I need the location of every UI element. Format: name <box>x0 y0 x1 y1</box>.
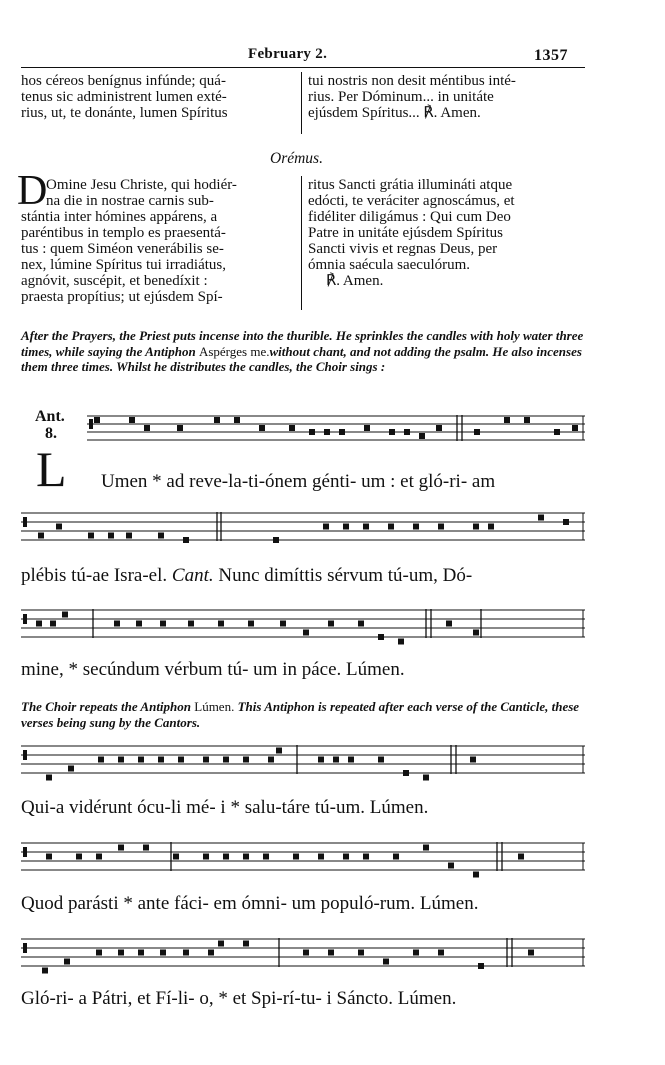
staff-svg <box>21 607 585 647</box>
neume-note <box>126 533 132 539</box>
neume-note <box>243 854 249 860</box>
lyric-text: Nunc dimíttis sérvum tú-um, Dó- <box>213 565 473 586</box>
staff-svg <box>21 936 585 976</box>
neume-note <box>538 515 544 521</box>
clef-mark <box>23 847 27 857</box>
neume-note <box>203 757 209 763</box>
collect-line: ómnia saécula saeculórum. <box>308 257 471 273</box>
clef-mark <box>23 943 27 953</box>
neume-note <box>470 757 476 763</box>
prayer-line: hos céreos benígnus infúnde; quá- <box>21 73 226 89</box>
canticle-label: Cant. <box>171 565 214 586</box>
prayer-line: rius. Per Dóminum... in unitáte <box>308 89 494 105</box>
prayer-line: tenus sic administrent lumen exté- <box>21 89 227 105</box>
neume-note <box>68 766 74 772</box>
prayer-line: ejúsdem Spíritus... ℟. Amen. <box>308 105 481 121</box>
neume-note <box>528 950 534 956</box>
neume-note <box>94 417 100 423</box>
neume-note <box>108 533 114 539</box>
rubric-text: This Antiphon is repeated after each verse of the Canticle, these verses being sung by the Cantors. <box>21 699 580 730</box>
column-divider <box>301 176 302 310</box>
neume-note <box>243 757 249 763</box>
clef-mark <box>23 750 27 760</box>
neume-note <box>138 757 144 763</box>
neume-note <box>303 630 309 636</box>
neume-note <box>343 524 349 530</box>
neume-note <box>183 537 189 543</box>
lyric-line-6: Gló-ri- a Pátri, et Fí-li- o, * et Spi-rí-tu- i Sáncto. Lúmen. <box>21 988 457 1009</box>
collect-line: Sancti vivis et regnas Deus, per <box>308 241 498 257</box>
rubric-antiphon-name: me. <box>250 343 270 359</box>
chant-staff-2 <box>21 510 585 550</box>
neume-note <box>46 775 52 781</box>
neume-note <box>42 968 48 974</box>
neume-note <box>268 757 274 763</box>
collect-line: stántia inter hómines appárens, a <box>21 209 218 225</box>
chant-staff-4 <box>21 743 585 783</box>
neume-note <box>259 425 265 431</box>
neume-note <box>208 950 214 956</box>
neume-note <box>328 621 334 627</box>
neume-note <box>318 854 324 860</box>
neume-note <box>328 950 334 956</box>
neume-note <box>333 757 339 763</box>
collect-line: paréntibus in templo es praesentá- <box>21 225 226 241</box>
lyric-line-2 <box>21 565 472 587</box>
neume-note <box>404 429 410 435</box>
neume-note <box>273 537 279 543</box>
neume-note <box>263 854 269 860</box>
lyric-line-5: Quod parásti * ante fáci- em ómni- um populó-rum. Lúmen. <box>21 893 479 914</box>
prayer-end-left-column <box>21 73 228 121</box>
neume-note <box>473 630 479 636</box>
neume-note <box>488 524 494 530</box>
chant-staff-5 <box>21 840 585 880</box>
clef-mark <box>23 517 27 527</box>
page-number: 1357 <box>534 47 568 64</box>
neume-note <box>324 429 330 435</box>
neume-note <box>234 417 240 423</box>
neume-note <box>36 621 42 627</box>
neume-note <box>403 770 409 776</box>
neume-note <box>96 854 102 860</box>
rubric-repeat-instructions <box>21 699 584 730</box>
antiphon-mode-label <box>35 408 65 442</box>
neume-note <box>56 524 62 530</box>
neume-note <box>243 941 249 947</box>
neume-note <box>178 757 184 763</box>
neume-note <box>363 524 369 530</box>
neume-note <box>446 621 452 627</box>
neume-note <box>438 524 444 530</box>
neume-note <box>393 854 399 860</box>
collect-line: Patre in unitáte ejúsdem Spíritus <box>308 225 503 241</box>
neume-note <box>413 524 419 530</box>
neume-note <box>118 845 124 851</box>
collect-line: fidéliter diligámus : Qui cum Deo <box>308 209 511 225</box>
antiphon-dropcap: L <box>36 441 67 497</box>
neume-note <box>276 748 282 754</box>
neume-note <box>358 621 364 627</box>
neume-note <box>218 941 224 947</box>
neume-note <box>144 425 150 431</box>
neume-note <box>76 854 82 860</box>
neume-note <box>203 854 209 860</box>
neume-note <box>114 621 120 627</box>
neume-note <box>293 854 299 860</box>
neume-note <box>363 854 369 860</box>
antiphon-label: Ant. <box>35 408 65 425</box>
neume-note <box>129 417 135 423</box>
neume-note <box>138 950 144 956</box>
prayer-line: rius, ut, te donánte, lumen Spíritus <box>21 105 228 121</box>
neume-note <box>348 757 354 763</box>
page-header-title: February 2. <box>248 46 328 62</box>
neume-note <box>158 757 164 763</box>
oremus-heading: Orémus. <box>270 150 323 167</box>
neume-note <box>343 854 349 860</box>
column-divider <box>301 72 302 134</box>
neume-note <box>62 612 68 618</box>
neume-note <box>438 950 444 956</box>
neume-note <box>158 533 164 539</box>
neume-note <box>423 845 429 851</box>
collect-line: tus : quem Siméon venerábilis se- <box>21 241 224 257</box>
mode-number: 8. <box>45 425 57 442</box>
collect-line: ritus Sancti grátia illumináti atque <box>308 177 513 193</box>
neume-note <box>478 963 484 969</box>
neume-note <box>524 417 530 423</box>
lyric-text: plébis tú-ae Isra-el. <box>21 565 172 586</box>
staff-svg <box>21 743 585 783</box>
neume-note <box>183 950 189 956</box>
chant-staff-1 <box>87 413 585 447</box>
collect-line: agnóvit, suscépit, et benedíxit : <box>21 273 208 289</box>
neume-note <box>323 524 329 530</box>
neume-note <box>474 429 480 435</box>
collect-line: edócti, te veráciter agnoscámus, et <box>308 193 515 209</box>
staff-svg <box>21 840 585 880</box>
neume-note <box>413 950 419 956</box>
neume-note <box>504 417 510 423</box>
rubric-instructions <box>21 328 584 375</box>
neume-note <box>398 639 404 645</box>
neume-note <box>389 429 395 435</box>
rubric-antiphon-name: Lúmen. <box>194 699 235 714</box>
neume-note <box>173 854 179 860</box>
neume-note <box>388 524 394 530</box>
neume-note <box>223 757 229 763</box>
neume-note <box>473 524 479 530</box>
neume-note <box>223 854 229 860</box>
neume-note <box>218 621 224 627</box>
neume-note <box>572 425 578 431</box>
collect-line: na die in nostrae carnis sub- <box>46 193 214 209</box>
collect-line: praesta propítius; ut ejúsdem Spí- <box>21 289 223 305</box>
staff-svg <box>21 510 585 550</box>
neume-note <box>177 425 183 431</box>
chant-staff-6 <box>21 936 585 976</box>
lyric-line-4: Qui-a vidérunt ócu-li mé- i * salu-táre tú-um. Lúmen. <box>21 797 429 818</box>
neume-note <box>88 533 94 539</box>
neume-note <box>160 950 166 956</box>
collect-line: nex, lúmine Spíritus tui irradiátus, <box>21 257 226 273</box>
clef-mark <box>23 614 27 624</box>
neume-note <box>98 757 104 763</box>
neume-note <box>448 863 454 869</box>
neume-note <box>118 950 124 956</box>
lyric-line-3: mine, * secúndum vérbum tú- um in páce. Lúmen. <box>21 659 405 680</box>
neume-note <box>188 621 194 627</box>
rubric-text: The Choir repeats the Antiphon <box>21 699 195 714</box>
neume-note <box>96 950 102 956</box>
collect-left-column <box>21 177 237 305</box>
collect-dropcap: D <box>17 168 48 214</box>
neume-note <box>160 621 166 627</box>
rubric-text: without chant, and not adding the psalm. He also incenses them three times. Whilst he distributes the candles, the Choir sings : <box>21 343 582 374</box>
neume-note <box>143 845 149 851</box>
neume-note <box>280 621 286 627</box>
clef-mark <box>89 419 93 429</box>
collect-line: Omine Jesu Christe, qui hodiér- <box>46 177 237 193</box>
staff-svg <box>87 413 585 447</box>
neume-note <box>419 433 425 439</box>
neume-note <box>46 854 52 860</box>
neume-note <box>473 872 479 878</box>
neume-note <box>364 425 370 431</box>
neume-note <box>289 425 295 431</box>
rubric-text: After the Prayers, the Priest puts incense into the thurible. He sprinkles the candles with holy water three times, while saying the Antiphon <box>21 328 584 359</box>
neume-note <box>423 775 429 781</box>
neume-note <box>436 425 442 431</box>
neume-note <box>383 959 389 965</box>
neume-note <box>378 634 384 640</box>
neume-note <box>563 519 569 525</box>
collect-right-column <box>308 177 515 289</box>
neume-note <box>248 621 254 627</box>
neume-note <box>309 429 315 435</box>
neume-note <box>136 621 142 627</box>
rubric-antiphon-name: Aspérges <box>198 343 248 359</box>
neume-note <box>318 757 324 763</box>
collect-line: ℟. Amen. <box>326 273 384 289</box>
neume-note <box>554 429 560 435</box>
neume-note <box>118 757 124 763</box>
neume-note <box>64 959 70 965</box>
neume-note <box>38 533 44 539</box>
header-rule <box>21 67 585 68</box>
prayer-line: tui nostris non desit méntibus inté- <box>308 73 516 89</box>
neume-note <box>378 757 384 763</box>
neume-note <box>358 950 364 956</box>
neume-note <box>339 429 345 435</box>
prayer-end-right-column <box>308 73 516 121</box>
chant-staff-3 <box>21 607 585 647</box>
neume-note <box>214 417 220 423</box>
neume-note <box>303 950 309 956</box>
neume-note <box>518 854 524 860</box>
neume-note <box>50 621 56 627</box>
lyric-line-1: Umen * ad reve-la-ti-ónem génti- um : et gló-ri- am <box>101 471 496 492</box>
